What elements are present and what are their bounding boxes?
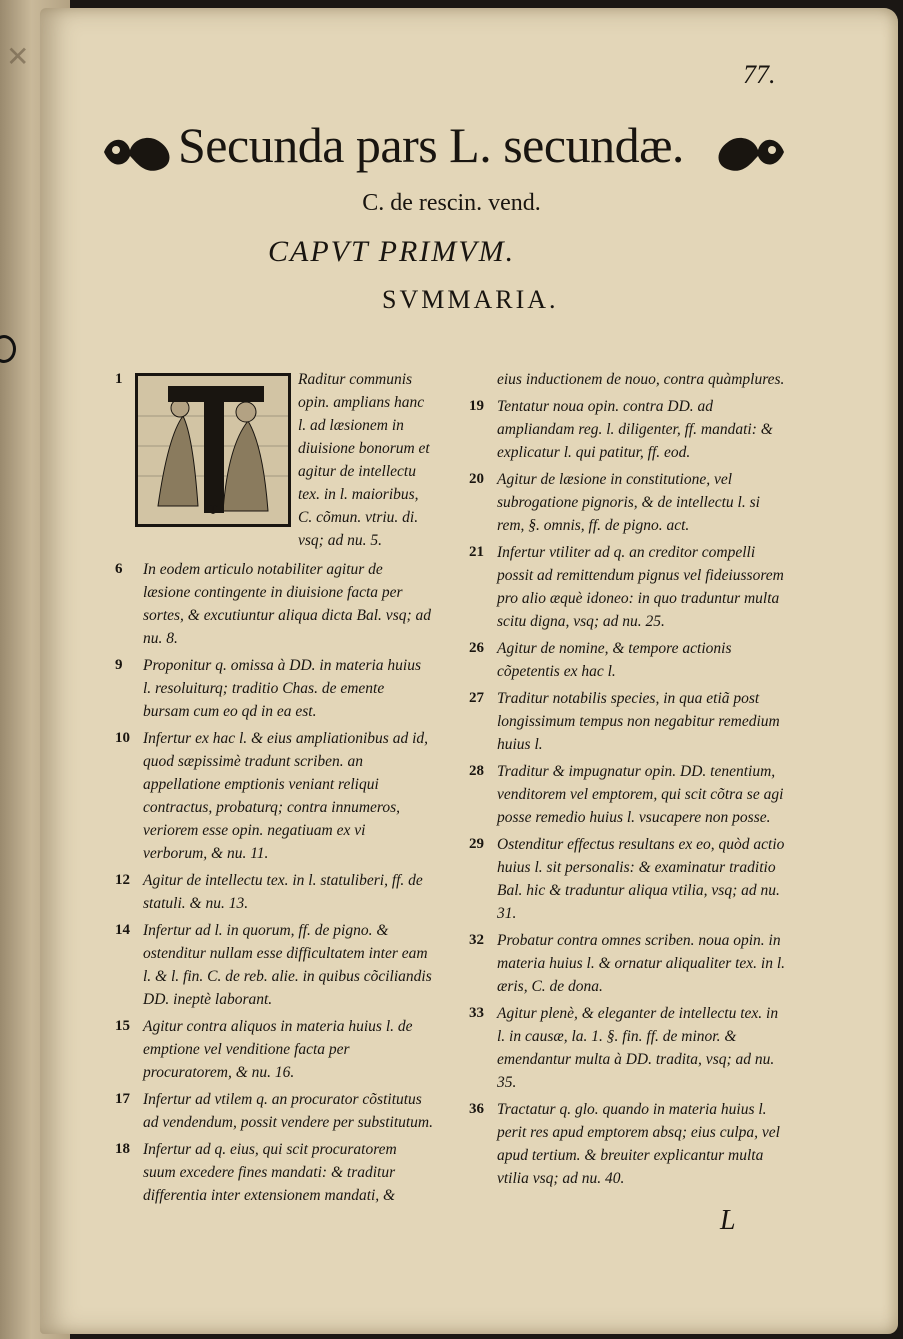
entry-text: Ostenditur effectus resultans ex eo, quòd actio huius l. sit personalis: & examinatur traditio Bal. hic & traduntur aliqua vtilia, vsq; ad nu. 31.: [497, 836, 785, 922]
summaria-entry: [469, 760, 787, 829]
summaria-entry: [469, 1098, 787, 1190]
bleed-through-mark: ✕: [6, 40, 30, 73]
left-fleuron-icon: [100, 130, 178, 174]
summaria-entry: [115, 869, 433, 915]
entry-number: 6: [115, 561, 123, 577]
page-subtitle: C. de rescin. vend.: [362, 190, 541, 216]
entry-number: 32: [469, 932, 484, 948]
entry-number: 20: [469, 471, 484, 487]
entry-text: Proponitur q. omissa à DD. in materia huius l. resoluiturq; traditio Chas. de emente bursam cum eo qd in ea est.: [143, 657, 422, 720]
entry-number: 15: [115, 1018, 130, 1034]
entry-number: 1: [115, 371, 123, 387]
page-title: Secunda pars L. secundæ.: [178, 117, 684, 173]
entry-number: 21: [469, 544, 484, 560]
page-number: 77.: [743, 60, 776, 89]
entry-text: eius inductionem de nouo, contra quàmplures.: [497, 371, 785, 388]
entry-text: Infertur ad l. in quorum, ff. de pigno. & ostenditur nullam esse difficultatem inter eam l. & l. fin. C. de reb. alie. in quibus cõciliandis DD. ineptè laborant.: [143, 922, 432, 1008]
summaria-entry: [115, 919, 433, 1011]
summaria-entry: [115, 1015, 433, 1084]
entry-number: 12: [115, 872, 130, 888]
summaria-entry: [115, 727, 433, 865]
catchword: L: [720, 1205, 736, 1236]
summaria-entry: [115, 1138, 433, 1207]
entry-text: Tentatur noua opin. contra DD. ad ampliandam reg. l. diligenter, ff. mandati: & explicatur l. qui patitur, ff. eod.: [497, 398, 773, 461]
entry-text: Infertur ex hac l. & eius ampliationibus ad id, quod sæpissimè tradunt scriben. an appellatione emptionis veniant reliqui contractus, probaturq; contra innumeros, veriorem esse opin. negatiuam ex vi verborum, & nu. 11.: [143, 730, 429, 862]
entry-number: 27: [469, 690, 484, 706]
right-fleuron-icon: [710, 130, 788, 174]
entry-text: In eodem articulo notabiliter agitur de læsione contingente in diuisione facta per sortes, & excutiuntur aliqua dicta Bal. vsq; ad nu. 8.: [143, 561, 432, 647]
entry-text: Agitur de intellectu tex. in l. statuliberi, ff. de statuli. & nu. 13.: [143, 872, 423, 912]
summaria-entry: [115, 654, 433, 723]
entry-text: Infertur ad vtilem q. an procurator cõstitutus ad vendendum, possit vendere per substitutum.: [143, 1091, 434, 1131]
page-heading: [100, 112, 790, 192]
svg-text:T: T: [208, 503, 218, 518]
entry-text: Agitur de nomine, & tempore actionis cõpetentis ex hac l.: [497, 640, 732, 680]
summaria-right-column: [469, 368, 787, 1194]
summaria-entry: [469, 541, 787, 633]
entry-text: Agitur plenè, & eleganter de intellectu tex. in l. in causæ, la. 1. §. fin. ff. de minor. & emendantur multa à DD. tradita, vsq; ad nu. 35.: [497, 1005, 779, 1091]
summaria-entry: [469, 1002, 787, 1094]
summaria-left-column: [115, 368, 434, 1211]
entry-text: Agitur de læsione in constitutione, vel subrogatione pignoris, & de intellectu l. si rem, §. omnis, ff. de pigno. act.: [497, 471, 760, 534]
binding-ring: [0, 335, 16, 363]
summaria-entry: [115, 558, 433, 650]
entry-text: Agitur contra aliquos in materia huius l. de emptione vel venditione facta per procuratorem, & nu. 16.: [143, 1018, 413, 1081]
summaria-entry: [115, 368, 433, 552]
entry-number: 9: [115, 657, 123, 673]
summaria-entry: [469, 929, 787, 998]
entry-text: Infertur ad q. eius, qui scit procuratorem suum excedere fines mandati: & traditur differentia inter extensionem mandati, &: [143, 1141, 397, 1204]
entry-number: 19: [469, 398, 484, 414]
summaria-entry: [469, 468, 787, 537]
entry-text: Infertur vtiliter ad q. an creditor compelli possit ad remittendum pignus vel fideiussorem pro alio æquè idoneo: in quo traduntur multa scitu digna, vsq; ad nu. 25.: [497, 544, 784, 630]
entry-number: 33: [469, 1005, 484, 1021]
summaria-entry: [469, 637, 787, 683]
summaria-entry: [469, 687, 787, 756]
entry-text: Raditur communis opin. amplians hanc l. ad læsionem in diuisione bonorum et agitur de intellectu tex. in l. maioribus, C. cõmun. vtriu. di. vsq; ad nu. 5.: [298, 371, 430, 549]
entry-number: 18: [115, 1141, 130, 1157]
entry-number: 29: [469, 836, 484, 852]
summaria-entry: [469, 395, 787, 464]
entry-text: Tractatur q. glo. quando in materia huius l. perit res apud emptorem absq; eius culpa, vel apud tertium. & breuiter explicantur multa vtilia vsq; ad nu. 40.: [497, 1101, 780, 1187]
entry-number: 14: [115, 922, 130, 938]
entry-number: 10: [115, 730, 130, 746]
summaria-heading: SVMMARIA.: [382, 285, 559, 314]
entry-text: Traditur & impugnatur opin. DD. tenentium, venditorem vel emptorem, qui scit cõtra se agi posse remedio huius l. vsucapere non posse.: [497, 763, 784, 826]
summaria-entry: [469, 833, 787, 925]
entry-number: 26: [469, 640, 484, 656]
chapter-heading: CAPVT PRIMVM.: [268, 235, 516, 268]
summaria-entry: [115, 1088, 434, 1134]
entry-number: 28: [469, 763, 484, 779]
entry-number: 36: [469, 1101, 484, 1117]
entry-text: Probatur contra omnes scriben. noua opin. in materia huius l. & ornatur aliqualiter tex. in l. æris, C. de dona.: [497, 932, 786, 995]
summaria-entry: [497, 368, 787, 391]
entry-number: 17: [115, 1091, 130, 1107]
entry-text: Traditur notabilis species, in qua etiã post longissimum tempus non negabitur remedium huius l.: [497, 690, 780, 753]
